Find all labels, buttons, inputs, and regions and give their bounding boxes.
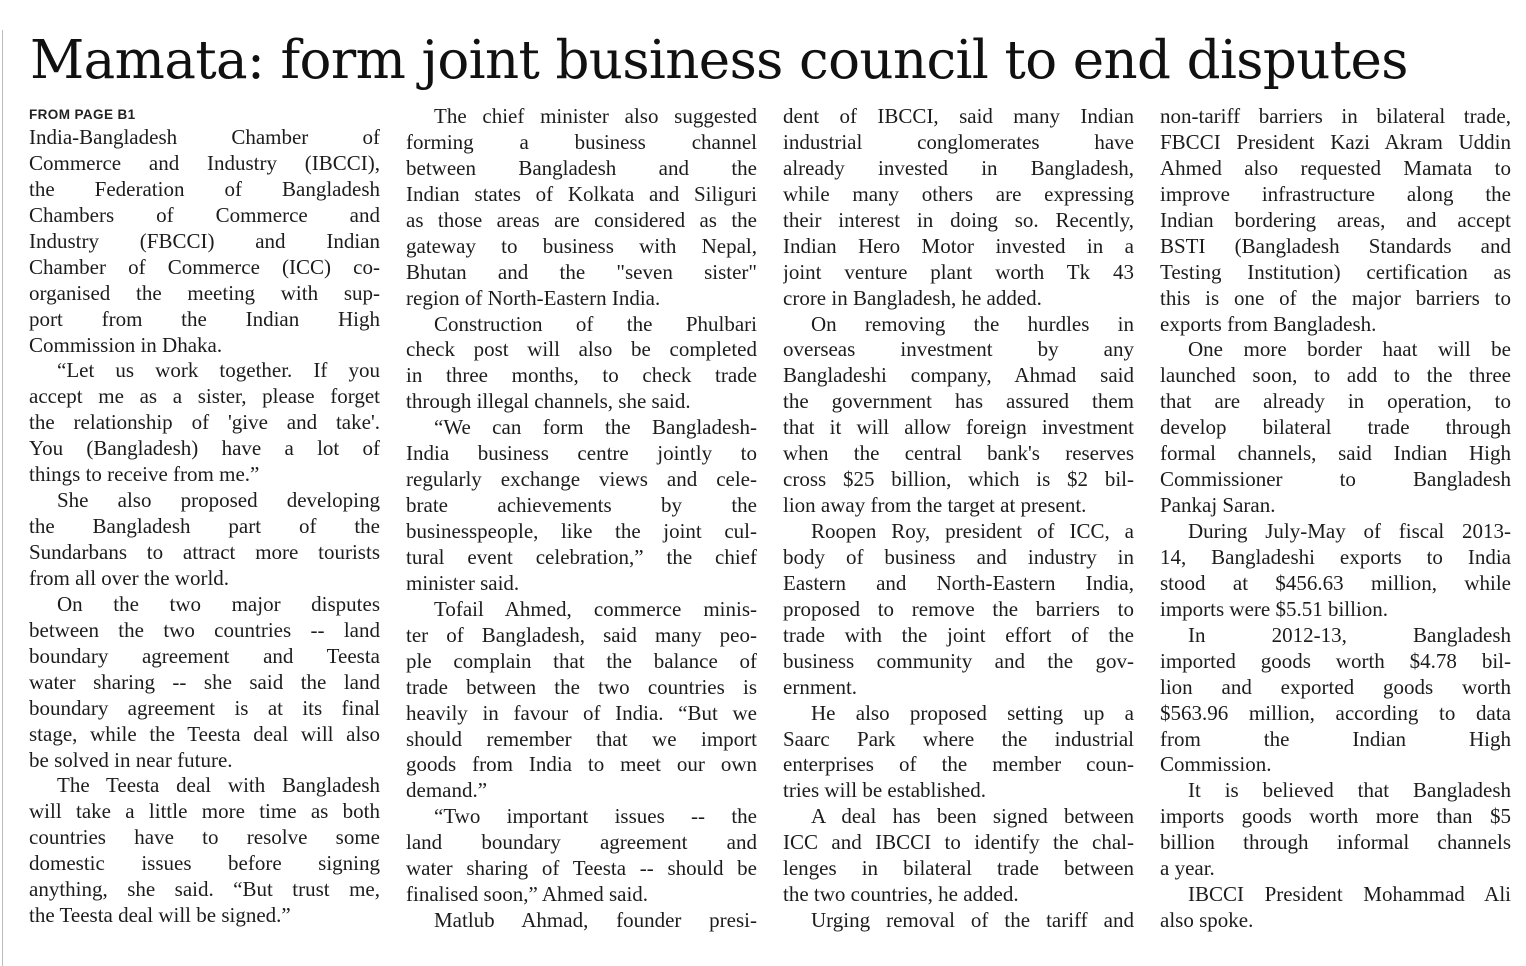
article-line: imported goods worth $4.78 bil-: [1160, 648, 1511, 673]
article-line: launched soon, to add to the three: [1160, 363, 1511, 388]
article-line: She also proposed developing: [57, 488, 380, 513]
article-line: Chambers of Commerce and: [29, 202, 380, 227]
article-line: water sharing of Teesta -- should be: [406, 856, 757, 881]
article-line: Commission.: [1160, 752, 1272, 777]
article-line: the two countries, he added.: [783, 882, 1019, 907]
article-line: while many others are expressing: [783, 181, 1134, 206]
article-line: minister said.: [406, 570, 520, 595]
article-line: tural event celebration,” the chief: [406, 544, 757, 569]
article-line: water sharing -- she said the land: [29, 669, 380, 694]
article-line: goods from India to meet our own: [406, 752, 757, 777]
article-line: port from the Indian High: [29, 306, 380, 331]
article-line: ICC and IBCCI to identify the chal-: [783, 830, 1134, 855]
article-line: Ahmed also requested Mamata to: [1160, 155, 1511, 180]
article-line: Sundarbans to attract more tourists: [29, 540, 380, 564]
article-line: between Bangladesh and the: [406, 155, 757, 180]
article-line: cross $25 billion, which is $2 bil-: [783, 467, 1134, 492]
article-line: India business centre jointly to: [406, 441, 757, 466]
article-line: non-tariff barriers in bilateral trade,: [1160, 104, 1511, 128]
article-line: this is one of the major barriers to: [1160, 285, 1511, 310]
article-line: ernment.: [783, 674, 858, 699]
article-line: crore in Bangladesh, he added.: [783, 285, 1042, 310]
left-column-rule: [2, 30, 3, 966]
article-line: gateway to business with Nepal,: [406, 233, 757, 258]
article-line: joint venture plant worth Tk 43: [783, 259, 1134, 284]
article-line: Urging removal of the tariff and: [811, 908, 1134, 933]
article-line: the government has assured them: [783, 389, 1134, 414]
article-line: Bhutan and the "seven sister": [406, 259, 757, 284]
article-line: through illegal channels, she said.: [406, 389, 691, 414]
headline: Mamata: form joint business council to end disputes: [30, 30, 1408, 91]
article-line: On removing the hurdles in: [811, 311, 1134, 336]
article-line: a year.: [1160, 856, 1215, 881]
article-line: Chamber of Commerce (ICC) co-: [29, 254, 380, 279]
article-line: the relationship of 'give and take'.: [29, 410, 380, 435]
article-line: He also proposed setting up a: [811, 700, 1134, 725]
article-line: the Federation of Bangladesh: [29, 176, 380, 201]
article-line: Industry (FBCCI) and Indian: [29, 228, 380, 253]
article-line: accept me as a sister, please forget: [29, 384, 380, 409]
article-column-1: [29, 104, 380, 950]
article-line: In 2012-13, Bangladesh: [1188, 622, 1511, 647]
article-line: Roopen Roy, president of ICC, a: [811, 519, 1134, 543]
article-line: land boundary agreement and: [406, 830, 757, 855]
article-line: dent of IBCCI, said many Indian: [783, 104, 1134, 128]
article-line: from the Indian High: [1160, 726, 1511, 751]
article-line: Indian bordering areas, and accept: [1160, 207, 1511, 232]
article-line: It is believed that Bangladesh: [1188, 778, 1511, 803]
article-line: the Teesta deal will be signed.”: [29, 903, 291, 928]
article-line: Matlub Ahmad, founder presi-: [434, 908, 757, 933]
article-column-3: [783, 104, 1134, 950]
article-line: between the two countries -- land: [29, 617, 380, 642]
article-line: imports goods worth more than $5: [1160, 804, 1511, 829]
article-line: countries have to resolve some: [29, 825, 380, 850]
article-column-2: [406, 104, 757, 950]
article-line: billion through informal channels: [1160, 830, 1511, 855]
article-line: Indian Hero Motor invested in a: [783, 233, 1134, 258]
article-line: in three months, to check trade: [406, 363, 757, 388]
article-line: boundary agreement and Teesta: [29, 643, 380, 668]
article-line: Commerce and Industry (IBCCI),: [29, 150, 380, 175]
article-line: that are already in operation, to: [1160, 389, 1511, 414]
article-line: boundary agreement is at its final: [29, 695, 380, 720]
article-line: The Teesta deal with Bangladesh: [57, 773, 380, 798]
article-line: brate achievements by the: [406, 493, 757, 518]
article-line: businesspeople, like the joint cul-: [406, 519, 757, 543]
article-line: overseas investment by any: [783, 337, 1134, 362]
article-line: India-Bangladesh Chamber of: [29, 125, 380, 149]
article-line: On the two major disputes: [57, 591, 380, 616]
article-line: imports were $5.51 billion.: [1160, 596, 1389, 621]
article-line: ple complain that the balance of: [406, 648, 757, 673]
article-line: ter of Bangladesh, said many peo-: [406, 622, 757, 647]
article-line: Commissioner to Bangladesh: [1160, 467, 1511, 492]
article-line: formal channels, said Indian High: [1160, 441, 1511, 466]
article-line: Commission in Dhaka.: [29, 332, 223, 357]
article-line: Saarc Park where the industrial: [783, 726, 1134, 751]
article-line: body of business and industry in: [783, 544, 1134, 569]
continuation-kicker: FROM PAGE B1: [29, 107, 136, 122]
article-line: Bangladeshi company, Ahmad said: [783, 363, 1134, 388]
article-line: Tofail Ahmed, commerce minis-: [434, 596, 757, 621]
article-line: industrial conglomerates have: [783, 129, 1134, 154]
article-line: FBCCI President Kazi Akram Uddin: [1160, 129, 1511, 154]
article-line: as those areas are considered as the: [406, 207, 757, 232]
article-line: lion away from the target at present.: [783, 493, 1087, 518]
article-line: regularly exchange views and cele-: [406, 467, 757, 492]
article-line: “Let us work together. If you: [57, 358, 380, 383]
article-line: also spoke.: [1160, 908, 1254, 933]
article-line: stage, while the Teesta deal will also: [29, 721, 380, 746]
article-line: enterprises of the member coun-: [783, 752, 1134, 777]
article-line: when the central bank's reserves: [783, 441, 1134, 466]
article-line: You (Bangladesh) have a lot of: [29, 436, 380, 461]
article-line: Testing Institution) certification as: [1160, 259, 1511, 284]
article-line: BSTI (Bangladesh Standards and: [1160, 233, 1511, 258]
article-line: improve infrastructure along the: [1160, 181, 1511, 206]
article-line: anything, she said. “But trust me,: [29, 877, 380, 902]
article-line: During July-May of fiscal 2013-: [1188, 519, 1511, 543]
article-line: “We can form the Bangladesh-: [434, 415, 757, 440]
article-line: Eastern and North-Eastern India,: [783, 570, 1134, 595]
article-line: domestic issues before signing: [29, 851, 380, 876]
article-line: exports from Bangladesh.: [1160, 311, 1377, 336]
article-line: develop bilateral trade through: [1160, 415, 1511, 440]
article-line: forming a business channel: [406, 129, 757, 154]
article-line: “Two important issues -- the: [434, 804, 757, 829]
article-line: trade with the joint effort of the: [783, 622, 1134, 647]
article-line: Indian states of Kolkata and Siliguri: [406, 181, 757, 206]
article-line: already invested in Bangladesh,: [783, 155, 1134, 180]
article-line: IBCCI President Mohammad Ali: [1188, 882, 1511, 907]
article-line: organised the meeting with sup-: [29, 280, 380, 305]
article-line: demand.”: [406, 778, 488, 803]
article-line: The chief minister also suggested: [434, 104, 757, 128]
article-line: Construction of the Phulbari: [434, 311, 757, 336]
article-line: lion and exported goods worth: [1160, 674, 1511, 699]
article-line: their interest in doing so. Recently,: [783, 207, 1134, 232]
article-line: One more border haat will be: [1188, 337, 1511, 362]
article-line: check post will also be completed: [406, 337, 757, 362]
article-line: that it will allow foreign investment: [783, 415, 1134, 440]
article-line: heavily in favour of India. “But we: [406, 700, 757, 725]
article-line: the Bangladesh part of the: [29, 514, 380, 539]
article-line: $563.96 million, according to data: [1160, 700, 1511, 725]
article-line: proposed to remove the barriers to: [783, 596, 1134, 621]
article-line: trade between the two countries is: [406, 674, 757, 699]
article-line: from all over the world.: [29, 565, 230, 590]
article-line: lenges in bilateral trade between: [783, 856, 1134, 881]
article-line: should remember that we import: [406, 726, 757, 751]
article-line: 14, Bangladeshi exports to India: [1160, 544, 1511, 569]
article-line: finalised soon,” Ahmed said.: [406, 882, 649, 907]
article-line: Pankaj Saran.: [1160, 493, 1276, 518]
article-line: stood at $456.63 million, while: [1160, 570, 1511, 595]
article-line: A deal has been signed between: [811, 804, 1134, 829]
article-line: business community and the gov-: [783, 648, 1134, 673]
article-line: tries will be established.: [783, 778, 986, 803]
article-line: be solved in near future.: [29, 747, 233, 772]
article-line: region of North-Eastern India.: [406, 285, 661, 310]
article-line: will take a little more time as both: [29, 799, 380, 824]
article-column-4: [1160, 104, 1511, 950]
article-line: things to receive from me.”: [29, 462, 260, 487]
